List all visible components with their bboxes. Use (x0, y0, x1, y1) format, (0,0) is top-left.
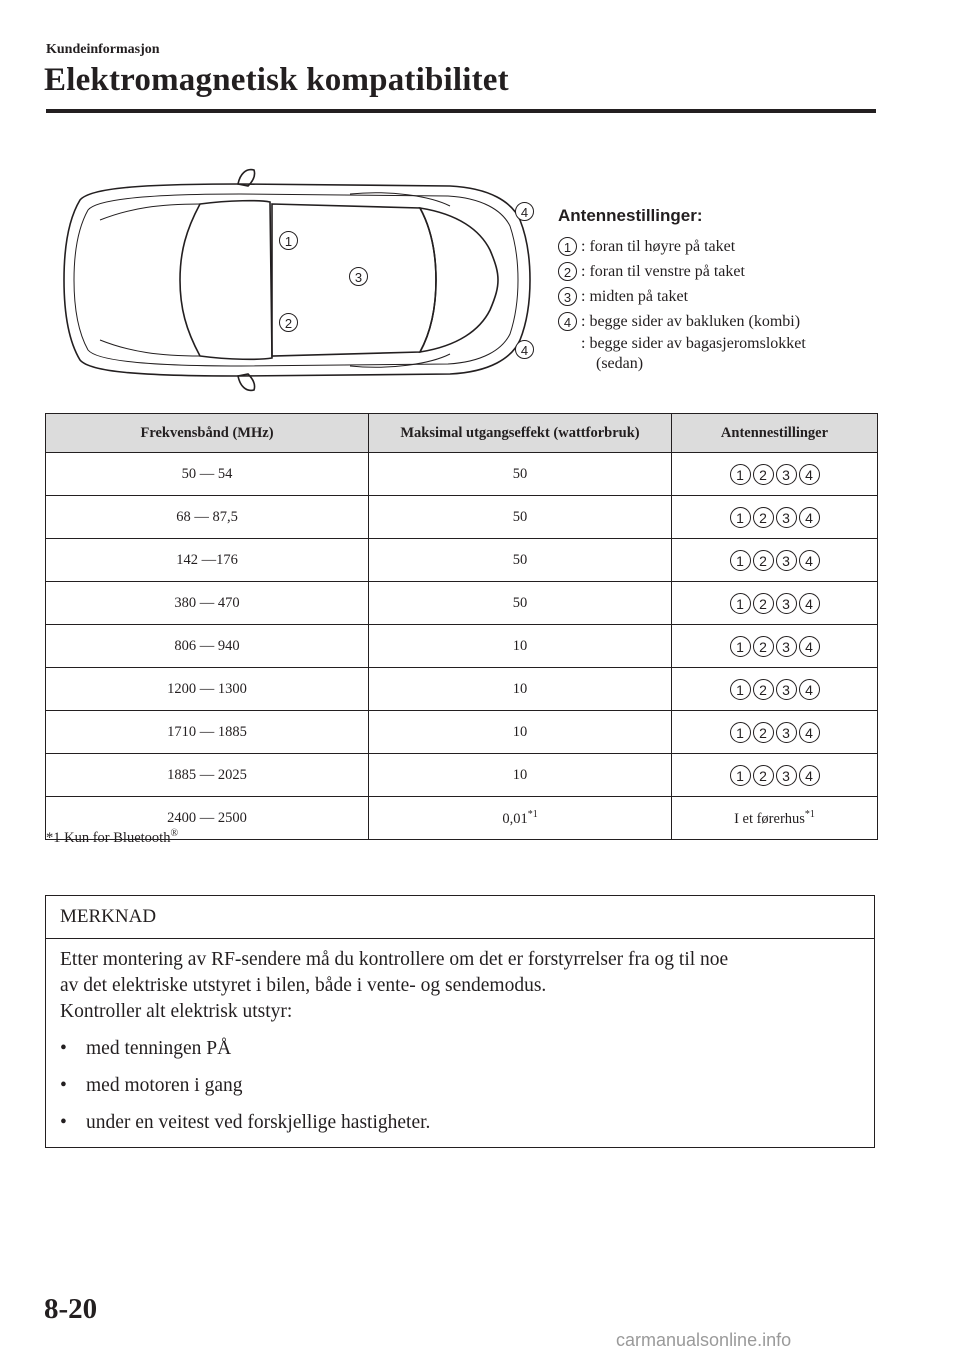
callout-4-bottom: 4 (515, 340, 534, 359)
legend-continuation: : begge sider av bagasjeromslokket (581, 335, 806, 352)
antenna-callout: 2 (753, 765, 774, 786)
table-row (46, 582, 878, 625)
cell-frequency: 142 —176 (46, 539, 369, 582)
antenna-positions (730, 464, 820, 485)
cell-antenna (672, 582, 878, 625)
antenna-positions (730, 722, 820, 743)
antenna-callout: 2 (753, 464, 774, 485)
antenna-callout: 4 (799, 679, 820, 700)
antenna-callout: 4 (799, 550, 820, 571)
antenna-positions (730, 765, 820, 786)
antenna-positions (730, 636, 820, 657)
page-number: 8-20 (44, 1293, 98, 1325)
cell-antenna (672, 754, 878, 797)
antenna-callout: 4 (799, 722, 820, 743)
antenna-callout: 1 (730, 464, 751, 485)
table-row (46, 496, 878, 539)
antenna-callout: 3 (776, 507, 797, 528)
antenna-callout: 2 (753, 507, 774, 528)
antenna-callout: 4 (799, 507, 820, 528)
cell-frequency: 2400 — 2500 (46, 797, 369, 840)
antenna-callout: 1 (730, 593, 751, 614)
antenna-callout: 1 (730, 679, 751, 700)
antenna-callout: 4 (799, 464, 820, 485)
cell-frequency: 68 — 87,5 (46, 496, 369, 539)
cell-power: 10 (369, 625, 672, 668)
antenna-callout: 3 (776, 636, 797, 657)
legend-title: Antennestillinger: (558, 206, 703, 225)
watermark: carmanualsonline.info (616, 1330, 792, 1350)
callout-4-top: 4 (515, 202, 534, 221)
antenna-callout: 3 (776, 550, 797, 571)
cell-antenna (672, 453, 878, 496)
antenna-callout: 1 (730, 765, 751, 786)
cell-power: 50 (369, 453, 672, 496)
antenna-callout: 3 (776, 593, 797, 614)
cell-power: 10 (369, 754, 672, 797)
windshield (180, 201, 272, 360)
antenna-callout: 2 (753, 550, 774, 571)
header-frequency: Frekvensbånd (MHz) (46, 414, 369, 453)
title-rule (46, 109, 876, 113)
cell-frequency: 1710 — 1885 (46, 711, 369, 754)
table-footnote: *1 Kun for Bluetooth® (46, 828, 179, 846)
bullet-icon: • (60, 1112, 67, 1133)
cell-antenna (672, 668, 878, 711)
cell-frequency: 1200 — 1300 (46, 668, 369, 711)
callout-1: 1 (279, 231, 298, 250)
cell-antenna: I et førerhus$^{*1}$ (672, 797, 878, 840)
car-body-outline (64, 184, 530, 376)
antenna-callout: 1 (730, 507, 751, 528)
antenna-positions (730, 679, 820, 700)
cell-frequency: 380 — 470 (46, 582, 369, 625)
antenna-callout: 2 (753, 679, 774, 700)
table-row (46, 668, 878, 711)
bullet-icon: • (60, 1075, 67, 1096)
cell-power: 50 (369, 496, 672, 539)
note-heading: MERKNAD (46, 896, 874, 939)
legend-item: 3 : midten på taket (558, 284, 878, 309)
legend-item: 2 : foran til venstre på taket (558, 259, 878, 284)
car-top-view-illustration (50, 160, 550, 400)
table-row (46, 453, 878, 496)
table-row (46, 539, 878, 582)
legend-item: 1 : foran til høyre på taket (558, 234, 878, 259)
note-bullet: • under en veitest ved forskjellige hastigheter. (60, 1110, 860, 1136)
cell-frequency: 50 — 54 (46, 453, 369, 496)
header-antenna: Antennestillinger (672, 414, 878, 453)
cell-antenna (672, 625, 878, 668)
bullet-icon: • (60, 1038, 67, 1059)
cell-power: 50 (369, 539, 672, 582)
legend-continuation: (sedan) (596, 355, 644, 372)
note-bullet: • med motoren i gang (60, 1073, 860, 1099)
cell-power: 0,01$^{*1}$ (369, 797, 672, 840)
antenna-callout: 3 (776, 722, 797, 743)
antenna-callout: 3 (776, 464, 797, 485)
antenna-callout: 1 (730, 550, 751, 571)
antenna-callout: 4 (799, 636, 820, 657)
note-line: av det elektriske utstyret i bilen, både i vente- og sendemodus. (60, 975, 547, 996)
frequency-table (45, 413, 878, 840)
antenna-callout: 1 (730, 722, 751, 743)
cell-power: 10 (369, 711, 672, 754)
note-line: Kontroller alt elektrisk utstyr: (60, 1001, 293, 1022)
callout-2: 2 (279, 313, 298, 332)
antenna-callout: 3 (776, 679, 797, 700)
antenna-callout: 1 (730, 636, 751, 657)
antenna-callout: 4 (799, 593, 820, 614)
note-box (45, 895, 875, 1148)
cell-power: 50 (369, 582, 672, 625)
antenna-positions (730, 550, 820, 571)
note-line: Etter montering av RF-sendere må du kontrollere om det er forstyrrelser fra og til noe (60, 949, 729, 970)
antenna-positions (730, 593, 820, 614)
table-row (46, 625, 878, 668)
hood-line-bottom (100, 340, 200, 356)
rear-window (420, 208, 498, 352)
callout-3: 3 (349, 267, 368, 286)
cell-frequency: 1885 — 2025 (46, 754, 369, 797)
table-row (46, 754, 878, 797)
antenna-legend (558, 206, 878, 374)
cell-antenna (672, 539, 878, 582)
antenna-callout: 2 (753, 636, 774, 657)
cell-antenna (672, 711, 878, 754)
note-body (46, 939, 874, 1136)
note-bullet: • med tenningen PÅ (60, 1036, 860, 1062)
header-power: Maksimal utgangseffekt (wattforbruk) (369, 414, 672, 453)
antenna-callout: 4 (799, 765, 820, 786)
antenna-callout: 3 (776, 765, 797, 786)
page-title: Elektromagnetisk kompatibilitet (44, 62, 509, 98)
table-row (46, 711, 878, 754)
legend-item: 4 : begge sider av bakluken (kombi) (558, 309, 878, 334)
cell-antenna (672, 496, 878, 539)
cell-frequency: 806 — 940 (46, 625, 369, 668)
cell-power: 10 (369, 668, 672, 711)
section-label: Kundeinformasjon (46, 42, 160, 57)
antenna-positions (730, 507, 820, 528)
hood-line-top (100, 204, 200, 220)
antenna-callout: 2 (753, 593, 774, 614)
antenna-callout: 2 (753, 722, 774, 743)
